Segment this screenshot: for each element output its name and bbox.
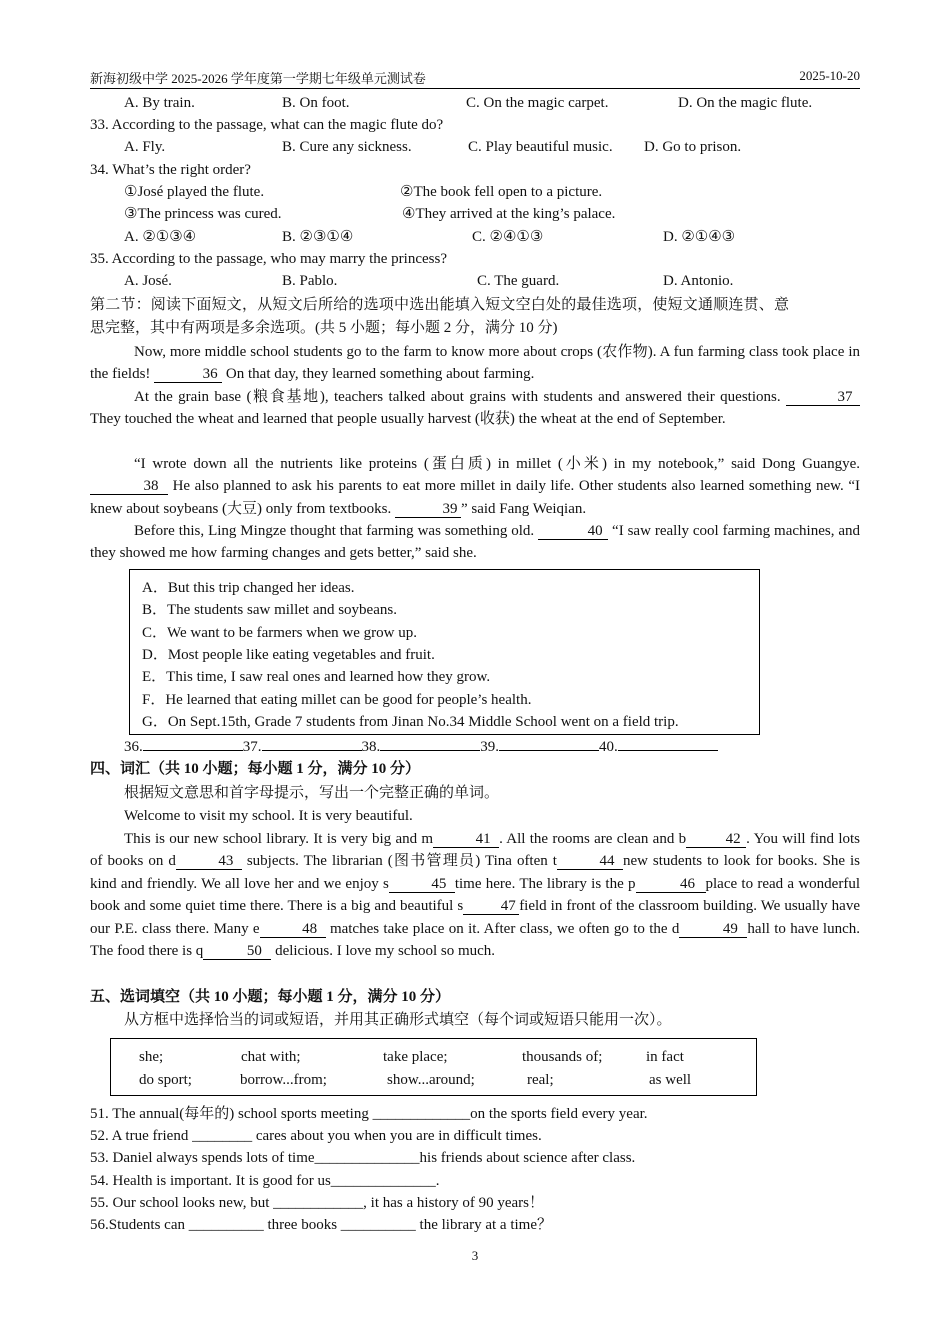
blank-48[interactable]: 48 — [260, 921, 326, 938]
question-51[interactable]: 51. The annual(每年的) school sports meeting _____________on the sports field every year. — [90, 1106, 648, 1122]
blank-43[interactable]: 43 — [176, 853, 242, 870]
passage-text: subjects. The librarian (图书管理员) Tina often t — [246, 853, 557, 870]
section2-instruction-line2: 思完整，其中有两项是多余选项。(共 5 小题；每小题 2 分，满分 10 分) — [90, 320, 558, 336]
answer-label-40: 40. — [599, 739, 618, 755]
answer-label-37: 37. — [242, 739, 262, 755]
q33-option-a[interactable]: A. Fly. — [124, 139, 166, 155]
passage-text: . All the rooms are clean and b — [499, 831, 687, 847]
word-bank-item: borrow...from; — [240, 1072, 327, 1088]
blank-41[interactable]: 41 — [433, 831, 499, 848]
question-56[interactable]: 56.Students can __________ three books __________ the library at a time？ — [90, 1217, 553, 1233]
q33-option-c[interactable]: C. Play beautiful music. — [468, 139, 613, 155]
answer-label-38: 38. — [361, 739, 381, 755]
choices-box — [129, 569, 760, 735]
section2-instruction-line1: 第二节：阅读下面短文，从短文后所给的选项中选出能填入短文空白处的最佳选项，使短文通顺连贯、意 — [90, 297, 790, 313]
answer-label-36: 36. — [124, 739, 143, 755]
section5-instruction: 从方框中选择恰当的词或短语，并用其正确形式填空（每个词或短语只能用一次）。 — [124, 1012, 672, 1028]
passage-paragraph-1 — [90, 341, 860, 386]
section5-title: 五、选词填空（共 10 小题；每小题 1 分，满分 10 分） — [90, 989, 451, 1005]
q35-option-b[interactable]: B. Pablo. — [282, 273, 338, 289]
blank-40[interactable]: 40 — [538, 523, 608, 540]
passage-text: matches take place on it. After class, we often go to the d — [329, 920, 680, 937]
answer-label-39: 39. — [480, 739, 499, 755]
q34-event-4: ④They arrived at the king’s palace. — [402, 206, 616, 222]
word-bank-item: take place; — [383, 1049, 448, 1065]
passage-text: “I saw really cool farming machines, and they showed me how farming changes and gets better,” said she. — [90, 523, 861, 562]
answer-blank-39[interactable] — [499, 750, 599, 751]
q34-option-b[interactable]: B. ②③①④ — [282, 229, 354, 245]
word-bank-item: real; — [527, 1072, 554, 1088]
section4-title: 四、词汇（共 10 小题；每小题 1 分，满分 10 分） — [90, 761, 421, 777]
passage-text: “I wrote down all the nutrients like proteins (蛋白质) in millet (小米) in my notebook,” said Dong Guangye. — [134, 456, 860, 472]
q33-option-d[interactable]: D. Go to prison. — [644, 139, 742, 155]
q34-option-c[interactable]: C. ②④①③ — [472, 229, 544, 245]
q32-option-b[interactable]: B. On foot. — [282, 95, 350, 111]
q34-event-1: ①José played the flute. — [124, 184, 265, 200]
choice-g[interactable]: G．On Sept.15th, Grade 7 students from Jinan No.34 Middle School went on a field trip. — [142, 714, 679, 730]
word-bank-item: thousands of; — [522, 1049, 603, 1065]
section4-intro: Welcome to visit my school. It is very beautiful. — [124, 808, 413, 824]
q34-event-2: ②The book fell open to a picture. — [400, 184, 603, 200]
word-bank-item: do sport; — [139, 1072, 192, 1088]
question-55[interactable]: 55. Our school looks new, but ____________, it has a history of 90 years！ — [90, 1195, 544, 1211]
question-52[interactable]: 52. A true friend ________ cares about you when you are in difficult times. — [90, 1128, 542, 1144]
passage-text: time here. The library is the p — [454, 875, 636, 892]
choice-f[interactable]: F．He learned that eating millet can be good for people’s health. — [142, 692, 532, 708]
q35-stem: 35. According to the passage, who may marry the princess? — [90, 251, 447, 267]
passage-paragraph-2 — [90, 386, 860, 431]
section4-instruction: 根据短文意思和首字母提示，写出一个完整正确的单词。 — [124, 785, 500, 801]
q33-option-b[interactable]: B. Cure any sickness. — [282, 139, 412, 155]
q35-option-a[interactable]: A. José. — [124, 273, 172, 289]
question-54[interactable]: 54. Health is important. It is good for us______________. — [90, 1173, 440, 1189]
passage-text: . You will find lots of books on d — [90, 831, 860, 870]
q35-option-c[interactable]: C. The guard. — [477, 273, 560, 289]
answer-blank-40[interactable] — [618, 750, 718, 751]
blank-47[interactable]: 47 — [463, 898, 519, 915]
choice-b[interactable]: B．The students saw millet and soybeans. — [142, 602, 397, 618]
q34-stem: 34. What’s the right order? — [90, 162, 251, 178]
passage-text: On that day, they learned something about farming. — [225, 366, 535, 383]
q33-stem: 33. According to the passage, what can the magic flute do? — [90, 117, 444, 133]
passage-paragraph-4 — [90, 520, 860, 565]
q34-event-3: ③The princess was cured. — [124, 206, 282, 222]
passage-paragraph-3 — [90, 453, 860, 520]
word-bank-item: in fact — [646, 1049, 684, 1065]
blank-38[interactable]: 38 — [90, 478, 168, 495]
q35-option-d[interactable]: D. Antonio. — [663, 273, 734, 289]
blank-39[interactable]: 39 — [395, 501, 461, 518]
word-bank-box — [110, 1038, 757, 1096]
passage-text: Before this, Ling Mingze thought that farming was something old. — [134, 523, 535, 539]
passage-text: delicious. I love my school so much. — [275, 943, 496, 960]
word-bank-item: show...around; — [387, 1072, 475, 1088]
blank-37[interactable]: 37 — [786, 389, 860, 406]
passage-text: This is our new school library. It is very big and m — [124, 831, 434, 847]
passage-text: They touched the wheat and learned that people usually harvest (收获) the wheat at the end of September. — [90, 411, 726, 428]
passage-text: hall to have lunch. The food there is q — [90, 920, 860, 960]
answer-blank-36[interactable] — [143, 750, 243, 751]
passage-text: He also planned to ask his parents to eat more millet in daily life. Other students also learned something new. “I knew about soybeans (大豆) only from textbooks. — [90, 478, 860, 517]
q32-option-a[interactable]: A. By train. — [124, 95, 195, 111]
word-bank-item: she; — [139, 1049, 164, 1065]
answer-line — [124, 737, 718, 757]
passage-text: ” said Fang Weiqian. — [460, 500, 587, 517]
blank-49[interactable]: 49 — [679, 921, 747, 938]
answer-blank-38[interactable] — [380, 750, 480, 751]
header-title: 新海初级中学 2025-2026 学年度第一学期七年级单元测试卷 — [90, 71, 426, 86]
q34-option-a[interactable]: A. ②①③④ — [124, 229, 197, 245]
page-header — [90, 68, 860, 89]
passage-text: At the grain base (粮食基地), teachers talked about grains with students and answered their questions. — [134, 389, 781, 405]
section4-passage — [90, 828, 860, 962]
blank-46[interactable]: 46 — [636, 876, 706, 893]
blank-50[interactable]: 50 — [203, 943, 271, 960]
choice-a[interactable]: A．But this trip changed her ideas. — [142, 580, 355, 596]
answer-blank-37[interactable] — [262, 750, 362, 751]
q32-option-d[interactable]: D. On the magic flute. — [678, 95, 813, 111]
page-number: 3 — [471, 1248, 479, 1263]
passage-text: new students to look for books. She is kind and friendly. We all love her and we enjoy s — [90, 853, 861, 892]
passage-text: Now, more middle school students go to the farm to know more about crops (农作物). A fun farming class took place in the fields! — [90, 344, 860, 383]
question-53[interactable]: 53. Daniel always spends lots of time______________his friends about science after class. — [90, 1150, 636, 1166]
choice-c[interactable]: C．We want to be farmers when we grow up. — [142, 625, 417, 641]
passage-text: place to read a wonderful book and some quiet time there. There is a big and beautiful s — [90, 875, 860, 915]
blank-42[interactable]: 42 — [686, 831, 746, 848]
blank-44[interactable]: 44 — [557, 853, 623, 870]
q34-option-d[interactable]: D. ②①④③ — [663, 229, 736, 245]
word-bank-item: chat with; — [241, 1049, 301, 1065]
passage-text: field in front of the classroom building. We usually have our P.E. class there. Many e — [90, 898, 860, 937]
choice-e[interactable]: E．This time, I saw real ones and learned how they grow. — [142, 669, 491, 685]
blank-36[interactable]: 36 — [154, 366, 222, 383]
word-bank-item: as well — [649, 1072, 692, 1088]
blank-45[interactable]: 45 — [389, 876, 455, 893]
q32-option-c[interactable]: C. On the magic carpet. — [466, 95, 609, 111]
header-date: 2025-10-20 — [799, 68, 860, 83]
choice-d[interactable]: D．Most people like eating vegetables and fruit. — [142, 647, 435, 663]
